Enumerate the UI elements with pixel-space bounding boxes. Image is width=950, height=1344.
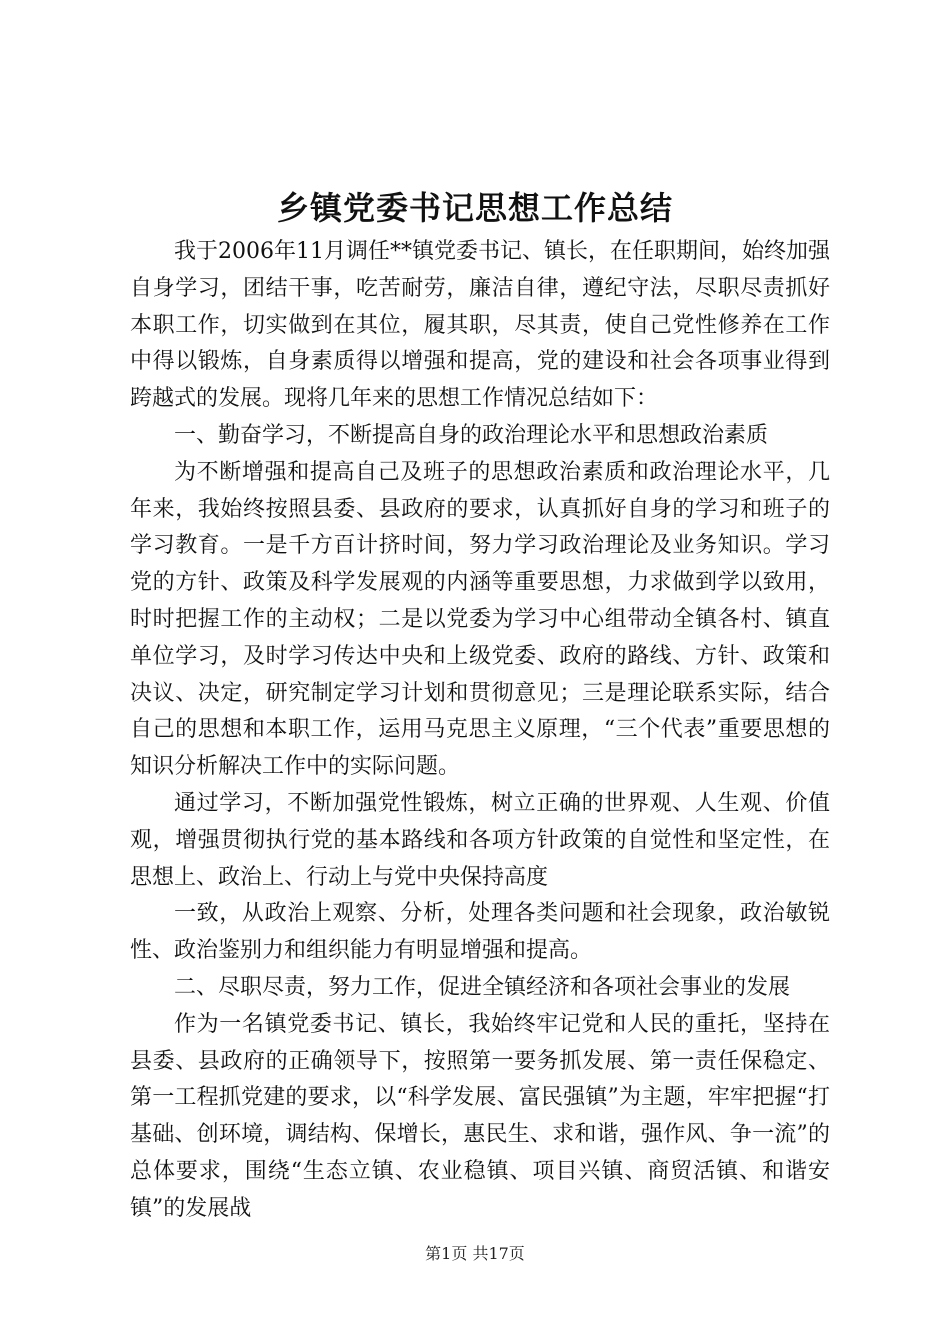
paragraph-intro: 我于2006年11月调任**镇党委书记、镇长，在任职期间，始终加强自身学习，团结干事，吃苦耐劳，廉洁自律，遵纪守法，尽职尽责抓好本职工作，切实做到在其位，履其职，尽其责，使自己党性修养在工作中得以锻炼，自身素质得以增强和提高，党的建设和社会各项事业得到跨越式的发展。现将几年来的思想工作情况总结如下：: [130, 239, 830, 412]
heading-section-1: 一、勤奋学习，不断提高自身的政治理论水平和思想政治素质: [174, 422, 769, 448]
page-footer: 第1页 共17页: [425, 1244, 525, 1263]
heading-section-2: 二、尽职尽责，努力工作，促进全镇经济和各项社会事业的发展: [174, 974, 791, 1000]
paragraph-study: 为不断增强和提高自己及班子的思想政治素质和政治理论水平，几年来，我始终按照县委、县政府的要求，认真抓好自身的学习和班子的学习教育。一是千方百计挤时间，努力学习政治理论及业务知识。学习党的方针、政策及科学发展观的内涵等重要思想，力求做到学以致用，时时把握工作的主动权；二是以党委为学习中心组带动全镇各村、镇直单位学习，及时学习传达中央和上级党委、政府的路线、方针、政策和决议、决定，研究制定学习计划和贯彻意见；三是理论联系实际，结合自己的思想和本职工作，运用马克思主义原理，“三个代表”重要思想的知识分析解决工作中的实际问题。: [130, 459, 830, 780]
paragraph-party-spirit: 通过学习，不断加强党性锻炼，树立正确的世界观、人生观、价值观，增强贯彻执行党的基本路线和各项方针政策的自觉性和坚定性，在思想上、政治上、行动上与党中央保持高度: [130, 790, 830, 890]
document-body: [130, 234, 830, 1228]
paragraph-political-ability: 一致，从政治上观察、分析，处理各类问题和社会现象，政治敏锐性、政治鉴别力和组织能力有明显增强和提高。: [130, 901, 830, 964]
paragraph-duties: 作为一名镇党委书记、镇长，我始终牢记党和人民的重托，坚持在县委、县政府的正确领导下，按照第一要务抓发展、第一责任保稳定、第一工程抓党建的要求，以“科学发展、富民强镇”为主题，牢牢把握“打基础、创环境，调结构、保增长，惠民生、求和谐，强作风、争一流”的总体要求，围绕“生态立镇、农业稳镇、项目兴镇、商贸活镇、和谐安镇”的发展战: [130, 1011, 830, 1221]
page-title: 乡镇党委书记思想工作总结: [276, 189, 673, 227]
